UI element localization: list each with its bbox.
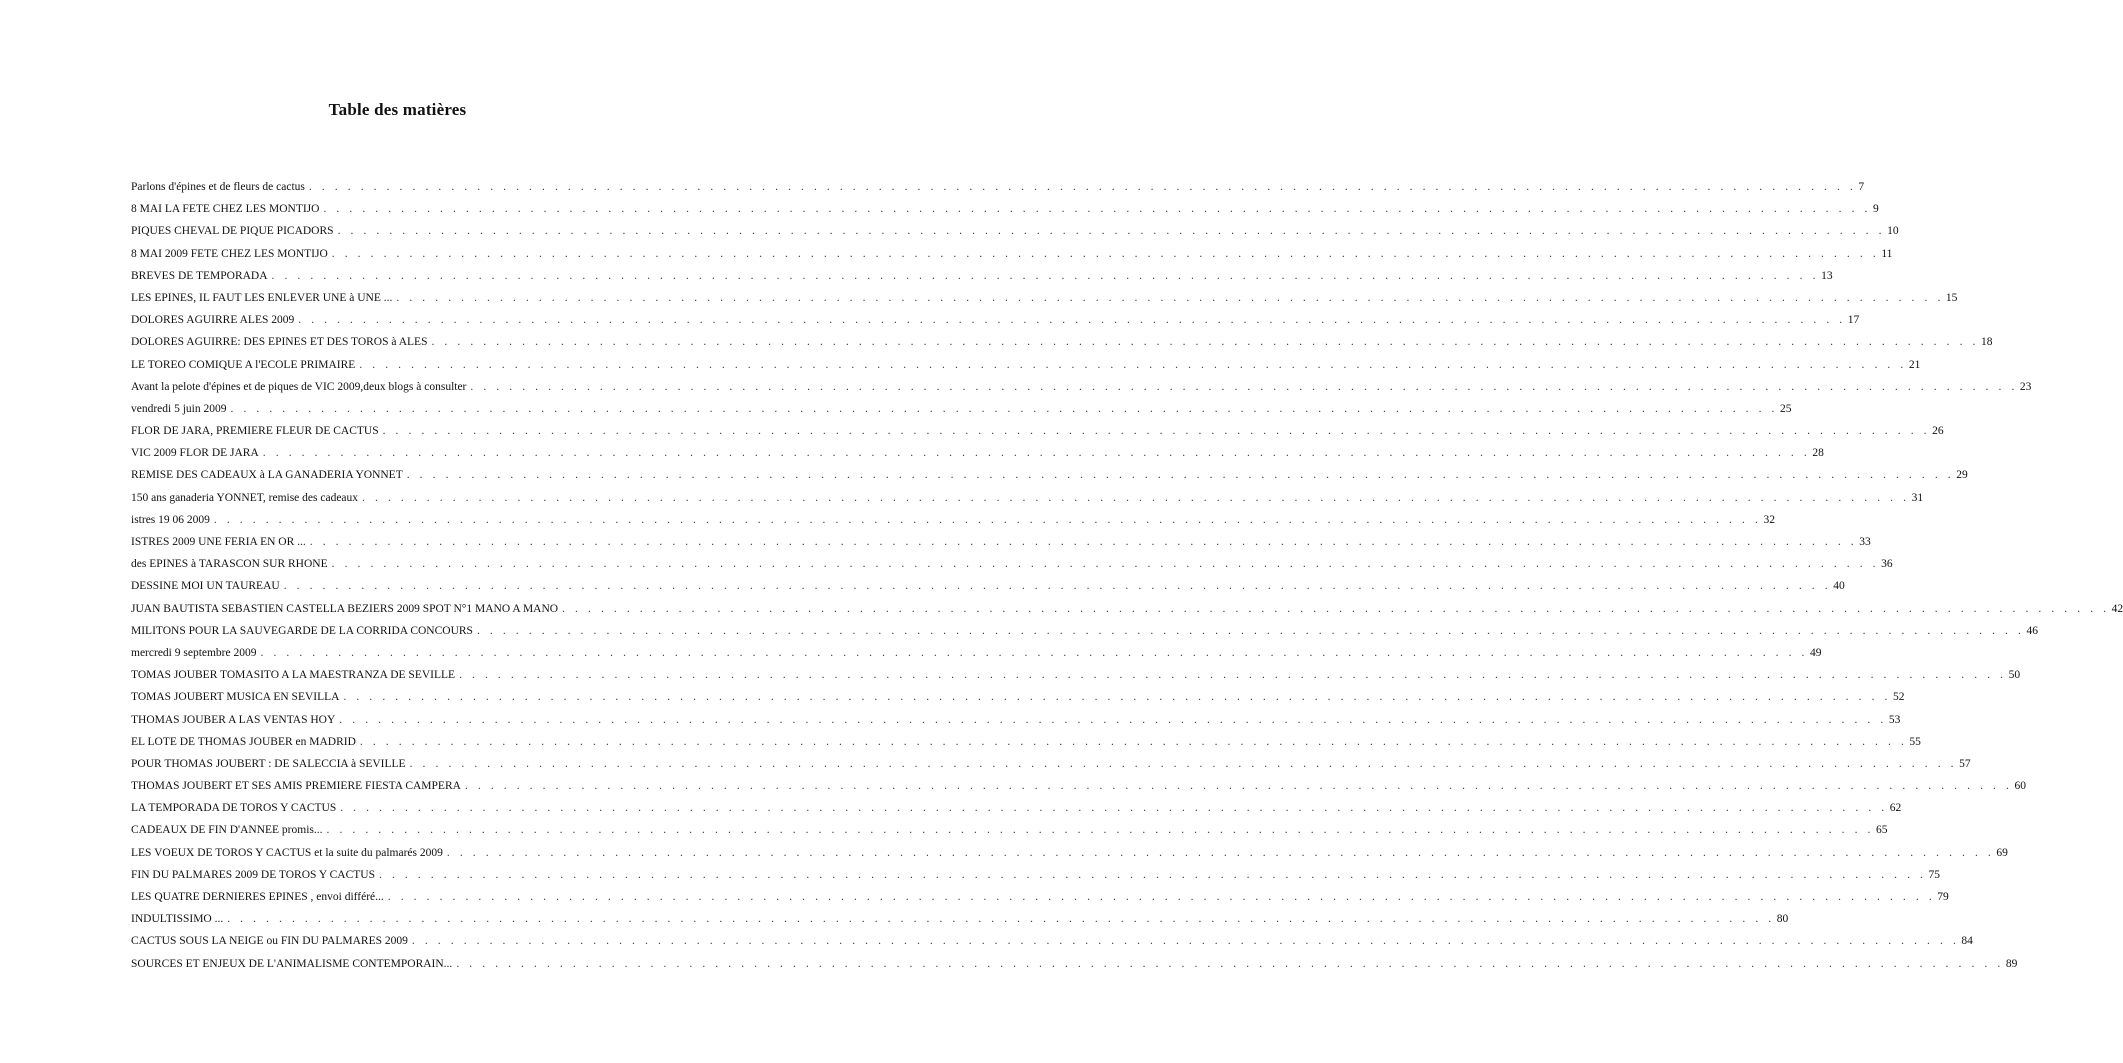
toc-entry-page-number: 36 [1881, 558, 1893, 571]
toc-entry-title: des EPINES à TARASCON SUR RHONE [131, 558, 328, 571]
toc-entry-title: 8 MAI 2009 FETE CHEZ LES MONTIJO [131, 247, 328, 260]
toc-dot-leader: . . . . . . . . . . . . . . . . . . . . . . . . . . . . . . . . . . . . . . . . . . . . . . . . . . . . . . . . . . . . . . . . . . . . . . . . . . . . . . . . . . . . . . . . . . . . . . . . . . . . . . . . . . . . . . . . . . . . . . . . [331, 247, 1880, 260]
toc-entry-title: JUAN BAUTISTA SEBASTIEN CASTELLA BEZIERS 2009 SPOT N°1 MANO A MANO [131, 602, 559, 615]
toc-entry[interactable] [131, 464, 1968, 486]
toc-entry-page-number: 52 [1893, 691, 1905, 704]
toc-entry[interactable] [131, 731, 1921, 753]
toc-entry-title: LES QUATRE DERNIERES EPINES , envoi différé... [131, 891, 384, 903]
toc-entry[interactable] [131, 243, 1893, 265]
toc-entry-title: vendredi 5 juin 2009 [131, 402, 227, 415]
toc-entry-title: mercredi 9 septembre 2009 [131, 646, 257, 659]
toc-entry[interactable] [131, 287, 1958, 309]
toc-entry-page-number: 15 [1945, 291, 1958, 304]
toc-entry-page-number: 60 [2014, 780, 2026, 793]
toc-dot-leader: . . . . . . . . . . . . . . . . . . . . . . . . . . . . . . . . . . . . . . . . . . . . . . . . . . . . . . . . . . . . . . . . . . . . . . . . . . . . . . . . . . . . . . . . . . . . . . . . . . . . . . . . . . . . . . . . . . . . . . . . [446, 846, 1995, 859]
toc-entry-page-number: 46 [2026, 624, 2038, 637]
toc-dot-leader: . . . . . . . . . . . . . . . . . . . . . . . . . . . . . . . . . . . . . . . . . . . . . . . . . . . . . . . . . . . . . . . . . . . . . . . . . . . . . . . . . . . . . . . . . . . . . . . . . . . . . . . . . . . . . . . . . . . . . . . . [464, 780, 2013, 793]
toc-entry[interactable] [131, 531, 1871, 553]
toc-entry[interactable] [131, 842, 2008, 864]
toc-entry[interactable] [131, 376, 2032, 398]
toc-entry-title: TOMAS JOUBERT MUSICA EN SEVILLA [131, 691, 340, 704]
toc-dot-leader: . . . . . . . . . . . . . . . . . . . . . . . . . . . . . . . . . . . . . . . . . . . . . . . . . . . . . . . . . . . . . . . . . . . . . . . . . . . . . . . . . . . . . . . . . . . . . . . . . . . . . . . . . . . . . . . . . . . . . . . . [308, 181, 1857, 193]
toc-entry-page-number: 53 [1888, 713, 1901, 726]
toc-entry-page-number: 26 [1932, 425, 1944, 438]
toc-entry-title: MILITONS POUR LA SAUVEGARDE DE LA CORRIDA CONCOURS [131, 624, 473, 637]
toc-entry-page-number: 9 [1873, 203, 1879, 216]
toc-entry[interactable] [131, 864, 1941, 886]
toc-entry-title: DESSINE MOI UN TAUREAU [131, 580, 280, 593]
toc-entry[interactable] [131, 487, 1924, 509]
toc-entry-title: REMISE DES CADEAUX à LA GANADERIA YONNET [131, 469, 403, 482]
table-of-contents [131, 176, 2123, 975]
toc-dot-leader: . . . . . . . . . . . . . . . . . . . . . . . . . . . . . . . . . . . . . . . . . . . . . . . . . . . . . . . . . . . . . . . . . . . . . . . . . . . . . . . . . . . . . . . . . . . . . . . . . . . . . . . . . . . . . . . . . . . . . . . . [562, 602, 2110, 615]
toc-entry-page-number: 49 [1810, 646, 1822, 659]
toc-entry-page-number: 89 [2005, 957, 2018, 970]
toc-entry[interactable] [131, 620, 2038, 642]
toc-dot-leader: . . . . . . . . . . . . . . . . . . . . . . . . . . . . . . . . . . . . . . . . . . . . . . . . . . . . . . . . . . . . . . . . . . . . . . . . . . . . . . . . . . . . . . . . . . . . . . . . . . . . . . . . . . . . . . . . . . . . . . . . [411, 935, 1960, 948]
toc-entry[interactable] [131, 775, 2026, 797]
toc-entry-title: DOLORES AGUIRRE: DES EPINES ET DES TOROS à ALES [131, 336, 428, 349]
toc-entry-title: SOURCES ET ENJEUX DE L'ANIMALISME CONTEMPORAIN... [131, 957, 453, 970]
toc-entry-title: LES EPINES, IL FAUT LES ENLEVER UNE à UNE ... [131, 291, 393, 304]
toc-entry-page-number: 10 [1887, 225, 1899, 238]
toc-dot-leader: . . . . . . . . . . . . . . . . . . . . . . . . . . . . . . . . . . . . . . . . . . . . . . . . . . . . . . . . . . . . . . . . . . . . . . . . . . . . . . . . . . . . . . . . . . . . . . . . . . . . . . . . . . . . . . . . . . . . . . . . [359, 735, 1908, 748]
toc-entry-page-number: 29 [1956, 469, 1968, 482]
toc-entry-title: PIQUES CHEVAL DE PIQUE PICADORS [131, 225, 334, 238]
toc-dot-leader: . . . . . . . . . . . . . . . . . . . . . . . . . . . . . . . . . . . . . . . . . . . . . . . . . . . . . . . . . . . . . . . . . . . . . . . . . . . . . . . . . . . . . . . . . . . . . . . . . . . . . . . . . . . . . . . . . . . . . . . . [476, 624, 2025, 637]
toc-entry-page-number: 7 [1858, 181, 1865, 193]
toc-entry-title: LES VOEUX DE TOROS Y CACTUS et la suite du palmarés 2009 [131, 846, 443, 859]
toc-entry[interactable] [131, 265, 1833, 287]
toc-dot-leader: . . . . . . . . . . . . . . . . . . . . . . . . . . . . . . . . . . . . . . . . . . . . . . . . . . . . . . . . . . . . . . . . . . . . . . . . . . . . . . . . . . . . . . . . . . . . . . . . . . . . . . . . . . . . . . . . . . . . . . . . [339, 713, 1887, 726]
toc-entry[interactable] [131, 331, 1993, 353]
toc-entry-page-number: 57 [1959, 757, 1971, 770]
toc-entry[interactable] [131, 553, 1893, 575]
toc-entry-title: BREVES DE TEMPORADA [131, 269, 268, 282]
toc-entry[interactable] [131, 709, 1901, 731]
toc-entry[interactable] [131, 198, 1879, 220]
toc-dot-leader: . . . . . . . . . . . . . . . . . . . . . . . . . . . . . . . . . . . . . . . . . . . . . . . . . . . . . . . . . . . . . . . . . . . . . . . . . . . . . . . . . . . . . . . . . . . . . . . . . . . . . . . . . . . . . . . . . . . . . . . . [309, 536, 1858, 548]
toc-entry-title: EL LOTE DE THOMAS JOUBER en MADRID [131, 735, 356, 748]
toc-entry-page-number: 42 [2111, 602, 2123, 615]
toc-entry-page-number: 31 [1911, 491, 1924, 504]
toc-dot-leader: . . . . . . . . . . . . . . . . . . . . . . . . . . . . . . . . . . . . . . . . . . . . . . . . . . . . . . . . . . . . . . . . . . . . . . . . . . . . . . . . . . . . . . . . . . . . . . . . . . . . . . . . . . . . . . . . . . . . . . . . [298, 314, 1846, 327]
toc-entry[interactable] [131, 176, 1865, 198]
toc-entry-page-number: 75 [1928, 868, 1941, 881]
toc-dot-leader: . . . . . . . . . . . . . . . . . . . . . . . . . . . . . . . . . . . . . . . . . . . . . . . . . . . . . . . . . . . . . . . . . . . . . . . . . . . . . . . . . . . . . . . . . . . . . . . . . . . . . . . . . . . . . . . . . . . . . . . . [459, 669, 2007, 682]
toc-entry-page-number: 23 [2019, 380, 2032, 393]
toc-dot-leader: . . . . . . . . . . . . . . . . . . . . . . . . . . . . . . . . . . . . . . . . . . . . . . . . . . . . . . . . . . . . . . . . . . . . . . . . . . . . . . . . . . . . . . . . . . . . . . . . . . . . . . . . . . . . . . . . . . . . . . . . [213, 513, 1762, 526]
toc-entry-page-number: 84 [1961, 935, 1973, 948]
toc-entry-title: ISTRES 2009 UNE FERIA EN OR ... [131, 536, 306, 548]
toc-dot-leader: . . . . . . . . . . . . . . . . . . . . . . . . . . . . . . . . . . . . . . . . . . . . . . . . . . . . . . . . . . . . . . . . . . . . . . . . . . . . . . . . . . . . . . . . . . . . . . . . . . . . . . . . . . . . . . . . . . . . . . . . [456, 957, 2004, 970]
toc-dot-leader: . . . . . . . . . . . . . . . . . . . . . . . . . . . . . . . . . . . . . . . . . . . . . . . . . . . . . . . . . . . . . . . . . . . . . . . . . . . . . . . . . . . . . . . . . . . . . . . . . . . . . . . . . . . . . . . . . . . . . . . . [337, 225, 1886, 238]
toc-entry[interactable] [131, 797, 1902, 819]
toc-entry-page-number: 79 [1937, 891, 1949, 903]
toc-entry-title: Avant la pelote d'épines et de piques de VIC 2009,deux blogs à consulter [131, 380, 467, 393]
toc-dot-leader: . . . . . . . . . . . . . . . . . . . . . . . . . . . . . . . . . . . . . . . . . . . . . . . . . . . . . . . . . . . . . . . . . . . . . . . . . . . . . . . . . . . . . . . . . . . . . . . . . . . . . . . . . . . . . . . . . . . . . . . . [409, 757, 1958, 770]
toc-entry[interactable] [131, 354, 1921, 376]
toc-entry-page-number: 25 [1780, 402, 1792, 415]
toc-dot-leader: . . . . . . . . . . . . . . . . . . . . . . . . . . . . . . . . . . . . . . . . . . . . . . . . . . . . . . . . . . . . . . . . . . . . . . . . . . . . . . . . . . . . . . . . . . . . . . . . . . . . . . . . . . . . . . . . . . . . . . . . [431, 336, 1980, 349]
toc-entry-page-number: 50 [2008, 669, 2021, 682]
toc-entry[interactable] [131, 509, 1775, 531]
toc-entry[interactable] [131, 220, 1899, 242]
toc-entry-page-number: 65 [1876, 824, 1888, 837]
toc-entry-title: THOMAS JOUBERT ET SES AMIS PREMIERE FIESTA CAMPERA [131, 780, 461, 793]
toc-dot-leader: . . . . . . . . . . . . . . . . . . . . . . . . . . . . . . . . . . . . . . . . . . . . . . . . . . . . . . . . . . . . . . . . . . . . . . . . . . . . . . . . . . . . . . . . . . . . . . . . . . . . . . . . . . . . . . . . . . . . . . . . [340, 802, 1888, 815]
toc-dot-leader: . . . . . . . . . . . . . . . . . . . . . . . . . . . . . . . . . . . . . . . . . . . . . . . . . . . . . . . . . . . . . . . . . . . . . . . . . . . . . . . . . . . . . . . . . . . . . . . . . . . . . . . . . . . . . . . . . . . . . . . . [326, 824, 1875, 837]
toc-entry-title: Parlons d'épines et de fleurs de cactus [131, 181, 305, 193]
toc-entry-page-number: 21 [1908, 358, 1921, 371]
toc-entry-title: LE TOREO COMIQUE A l'ECOLE PRIMAIRE [131, 358, 356, 371]
toc-entry-title: CADEAUX DE FIN D'ANNEE promis... [131, 824, 323, 837]
toc-entry-title: THOMAS JOUBER A LAS VENTAS HOY [131, 713, 336, 726]
toc-entry-title: FLOR DE JARA, PREMIERE FLEUR DE CACTUS [131, 425, 379, 438]
toc-entry-page-number: 18 [1981, 336, 1993, 349]
toc-entry[interactable] [131, 398, 1792, 420]
toc-entry[interactable] [131, 442, 1824, 464]
toc-entry-page-number: 13 [1821, 269, 1833, 282]
toc-dot-leader: . . . . . . . . . . . . . . . . . . . . . . . . . . . . . . . . . . . . . . . . . . . . . . . . . . . . . . . . . . . . . . . . . . . . . . . . . . . . . . . . . . . . . . . . . . . . . . . . . . . . . . . . . . . . . . . . . . . . . . . . [283, 580, 1832, 593]
toc-entry-page-number: 62 [1889, 802, 1902, 815]
toc-entry-title: 8 MAI LA FETE CHEZ LES MONTIJO [131, 203, 320, 216]
toc-dot-leader: . . . . . . . . . . . . . . . . . . . . . . . . . . . . . . . . . . . . . . . . . . . . . . . . . . . . . . . . . . . . . . . . . . . . . . . . . . . . . . . . . . . . . . . . . . . . . . . . . . . . . . . . . . . . . . . . . . . . . . . . [260, 646, 1809, 659]
toc-dot-leader: . . . . . . . . . . . . . . . . . . . . . . . . . . . . . . . . . . . . . . . . . . . . . . . . . . . . . . . . . . . . . . . . . . . . . . . . . . . . . . . . . . . . . . . . . . . . . . . . . . . . . . . . . . . . . . . . . . . . . . . . [387, 891, 1936, 903]
toc-entry[interactable] [131, 575, 1845, 597]
toc-entry-title: CACTUS SOUS LA NEIGE ou FIN DU PALMARES 2009 [131, 935, 408, 948]
toc-entry[interactable] [131, 930, 1973, 952]
toc-dot-leader: . . . . . . . . . . . . . . . . . . . . . . . . . . . . . . . . . . . . . . . . . . . . . . . . . . . . . . . . . . . . . . . . . . . . . . . . . . . . . . . . . . . . . . . . . . . . . . . . . . . . . . . . . . . . . . . . . . . . . . . . [396, 291, 1944, 304]
toc-entry-page-number: 32 [1763, 513, 1775, 526]
toc-entry-title: 150 ans ganaderia YONNET, remise des cadeaux [131, 491, 359, 504]
page-title: Table des matières [328, 100, 467, 119]
toc-entry[interactable] [131, 309, 1860, 331]
toc-entry-page-number: 69 [1996, 846, 2008, 859]
toc-entry-title: INDULTISSIMO ... [131, 913, 224, 926]
toc-dot-leader: . . . . . . . . . . . . . . . . . . . . . . . . . . . . . . . . . . . . . . . . . . . . . . . . . . . . . . . . . . . . . . . . . . . . . . . . . . . . . . . . . . . . . . . . . . . . . . . . . . . . . . . . . . . . . . . . . . . . . . . . [359, 358, 1907, 371]
toc-dot-leader: . . . . . . . . . . . . . . . . . . . . . . . . . . . . . . . . . . . . . . . . . . . . . . . . . . . . . . . . . . . . . . . . . . . . . . . . . . . . . . . . . . . . . . . . . . . . . . . . . . . . . . . . . . . . . . . . . . . . . . . . [379, 868, 1927, 881]
toc-dot-leader: . . . . . . . . . . . . . . . . . . . . . . . . . . . . . . . . . . . . . . . . . . . . . . . . . . . . . . . . . . . . . . . . . . . . . . . . . . . . . . . . . . . . . . . . . . . . . . . . . . . . . . . . . . . . . . . . . . . . . . . . [382, 425, 1931, 438]
toc-entry-title: VIC 2009 FLOR DE JARA [131, 447, 259, 460]
toc-dot-leader: . . . . . . . . . . . . . . . . . . . . . . . . . . . . . . . . . . . . . . . . . . . . . . . . . . . . . . . . . . . . . . . . . . . . . . . . . . . . . . . . . . . . . . . . . . . . . . . . . . . . . . . . . . . . . . . . . . . . . . . . [230, 402, 1779, 415]
toc-entry[interactable] [131, 598, 2123, 620]
toc-entry-title: TOMAS JOUBER TOMASITO A LA MAESTRANZA DE SEVILLE [131, 669, 456, 682]
toc-dot-leader: . . . . . . . . . . . . . . . . . . . . . . . . . . . . . . . . . . . . . . . . . . . . . . . . . . . . . . . . . . . . . . . . . . . . . . . . . . . . . . . . . . . . . . . . . . . . . . . . . . . . . . . . . . . . . . . . . . . . . . . . [262, 447, 1811, 460]
toc-entry-page-number: 11 [1881, 247, 1893, 260]
toc-entry-title: DOLORES AGUIRRE ALES 2009 [131, 314, 295, 327]
toc-entry[interactable] [131, 420, 1944, 442]
toc-entry-title: istres 19 06 2009 [131, 513, 210, 526]
toc-dot-leader: . . . . . . . . . . . . . . . . . . . . . . . . . . . . . . . . . . . . . . . . . . . . . . . . . . . . . . . . . . . . . . . . . . . . . . . . . . . . . . . . . . . . . . . . . . . . . . . . . . . . . . . . . . . . . . . . . . . . . . . . [331, 558, 1880, 571]
toc-dot-leader: . . . . . . . . . . . . . . . . . . . . . . . . . . . . . . . . . . . . . . . . . . . . . . . . . . . . . . . . . . . . . . . . . . . . . . . . . . . . . . . . . . . . . . . . . . . . . . . . . . . . . . . . . . . . . . . . . . . . . . . . [406, 469, 1955, 482]
toc-entry-title: POUR THOMAS JOUBERT : DE SALECCIA à SEVILLE [131, 757, 406, 770]
toc-entry-title: FIN DU PALMARES 2009 DE TOROS Y CACTUS [131, 868, 375, 881]
toc-entry[interactable] [131, 664, 2021, 686]
toc-dot-leader: . . . . . . . . . . . . . . . . . . . . . . . . . . . . . . . . . . . . . . . . . . . . . . . . . . . . . . . . . . . . . . . . . . . . . . . . . . . . . . . . . . . . . . . . . . . . . . . . . . . . . . . . . . . . . . . . . . . . . . . . [323, 203, 1871, 216]
toc-entry-page-number: 40 [1833, 580, 1845, 593]
toc-entry[interactable] [131, 753, 1971, 775]
toc-dot-leader: . . . . . . . . . . . . . . . . . . . . . . . . . . . . . . . . . . . . . . . . . . . . . . . . . . . . . . . . . . . . . . . . . . . . . . . . . . . . . . . . . . . . . . . . . . . . . . . . . . . . . . . . . . . . . . . . . . . . . . . . [470, 380, 2018, 393]
toc-entry-title: LA TEMPORADA DE TOROS Y CACTUS [131, 802, 337, 815]
toc-entry-page-number: 28 [1812, 447, 1824, 460]
toc-entry-page-number: 80 [1776, 913, 1789, 926]
toc-dot-leader: . . . . . . . . . . . . . . . . . . . . . . . . . . . . . . . . . . . . . . . . . . . . . . . . . . . . . . . . . . . . . . . . . . . . . . . . . . . . . . . . . . . . . . . . . . . . . . . . . . . . . . . . . . . . . . . . . . . . . . . . [227, 913, 1775, 926]
toc-dot-leader: . . . . . . . . . . . . . . . . . . . . . . . . . . . . . . . . . . . . . . . . . . . . . . . . . . . . . . . . . . . . . . . . . . . . . . . . . . . . . . . . . . . . . . . . . . . . . . . . . . . . . . . . . . . . . . . . . . . . . . . . [271, 269, 1820, 282]
toc-dot-leader: . . . . . . . . . . . . . . . . . . . . . . . . . . . . . . . . . . . . . . . . . . . . . . . . . . . . . . . . . . . . . . . . . . . . . . . . . . . . . . . . . . . . . . . . . . . . . . . . . . . . . . . . . . . . . . . . . . . . . . . . [343, 691, 1891, 704]
toc-dot-leader: . . . . . . . . . . . . . . . . . . . . . . . . . . . . . . . . . . . . . . . . . . . . . . . . . . . . . . . . . . . . . . . . . . . . . . . . . . . . . . . . . . . . . . . . . . . . . . . . . . . . . . . . . . . . . . . . . . . . . . . . [362, 491, 1910, 504]
toc-entry[interactable] [131, 686, 1905, 708]
toc-entry-page-number: 17 [1847, 314, 1860, 327]
toc-entry-page-number: 55 [1909, 735, 1921, 748]
toc-entry[interactable] [131, 908, 1789, 930]
toc-entry[interactable] [131, 642, 1822, 664]
toc-entry-page-number: 33 [1859, 536, 1871, 548]
toc-entry[interactable] [131, 819, 1888, 841]
toc-entry[interactable] [131, 886, 1949, 908]
toc-entry[interactable] [131, 953, 2018, 975]
